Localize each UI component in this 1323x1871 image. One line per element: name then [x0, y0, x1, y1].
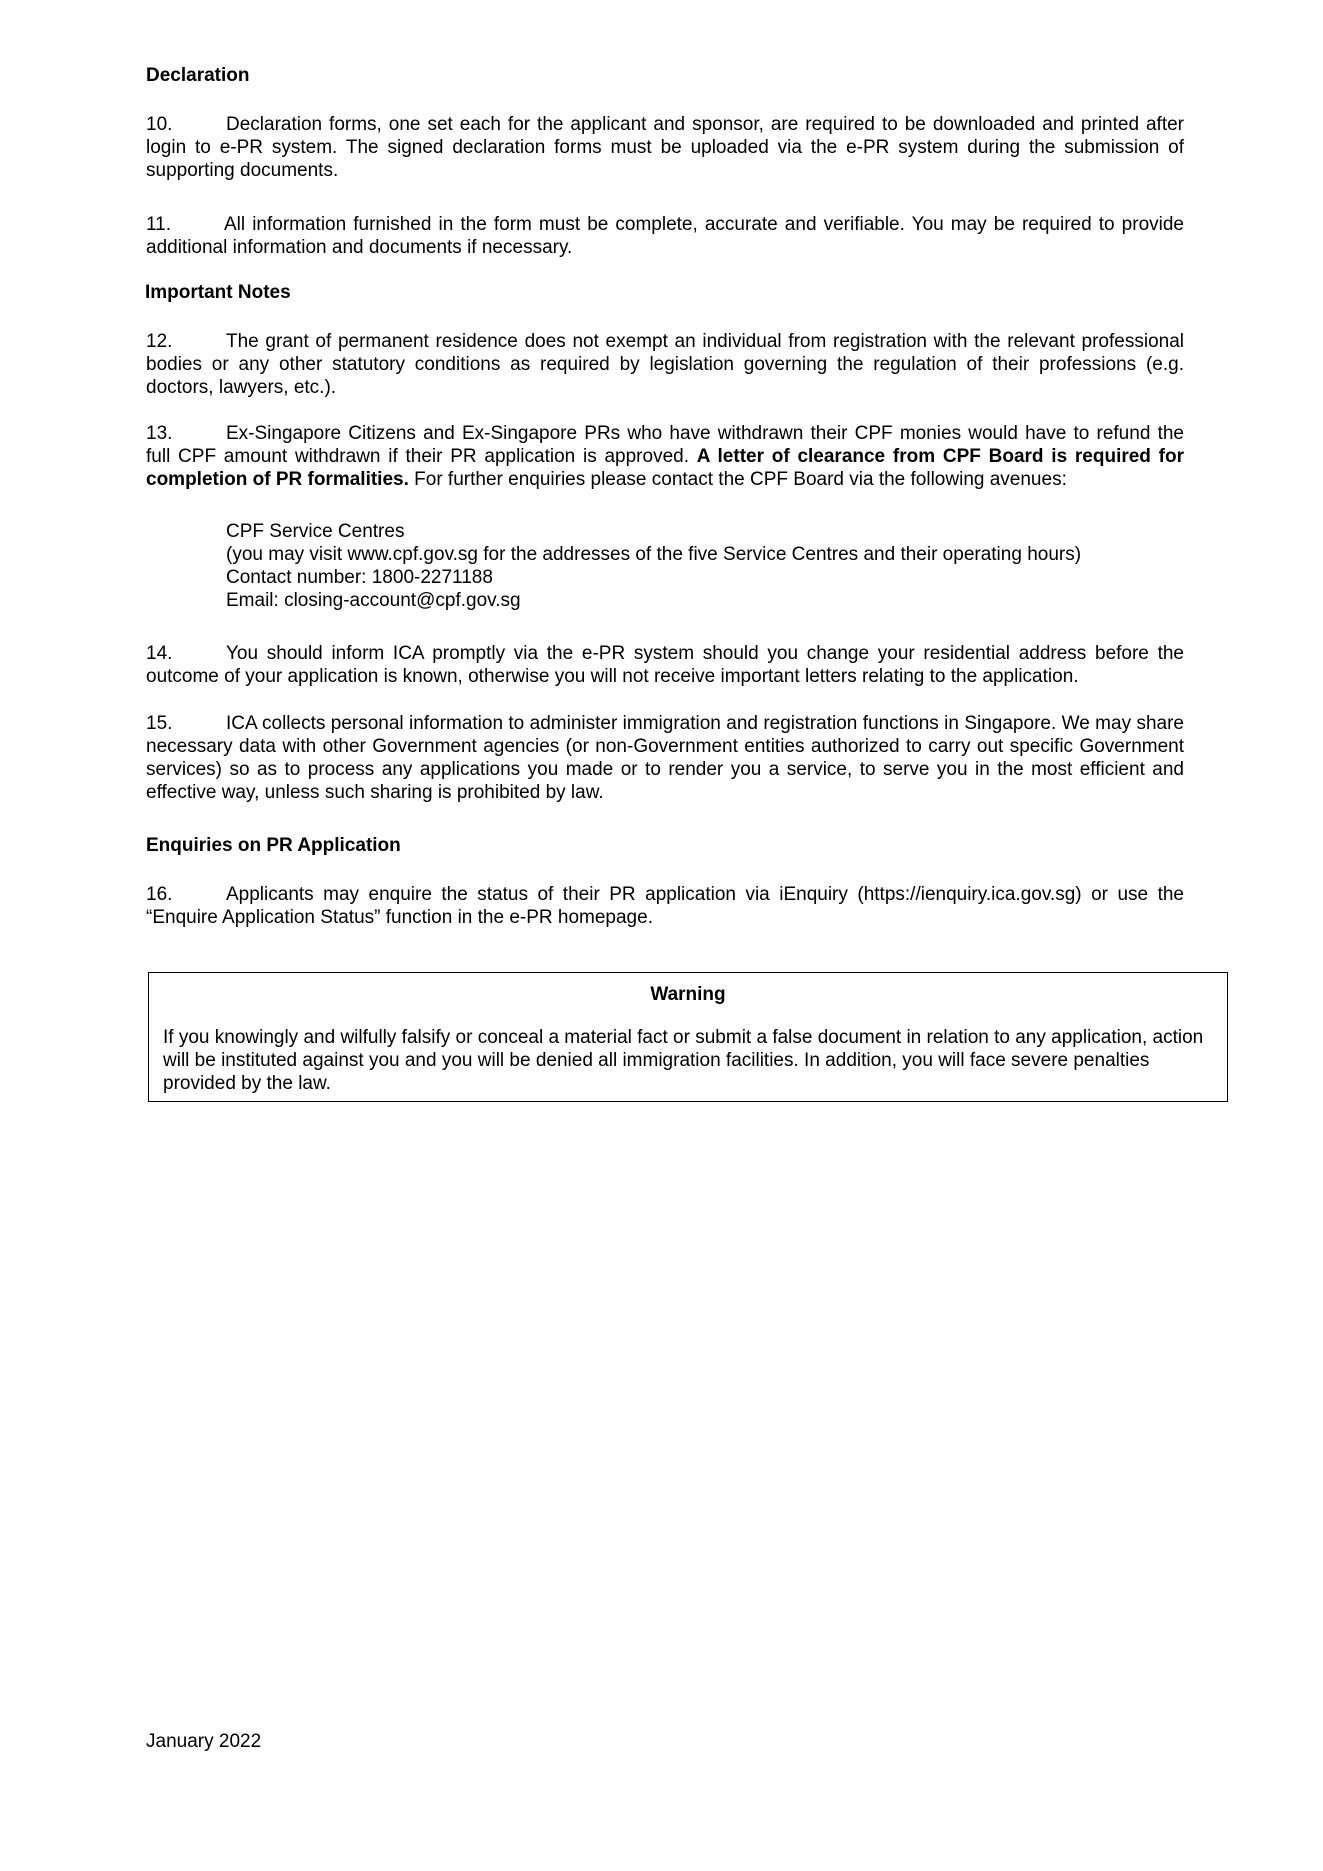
paragraph-text: Declaration forms, one set each for the applicant and sponsor, are required to be downloaded and printed after login to e-PR system. The signed declaration forms must be uploaded via the e-PR system during the submission of supporting documents.: [146, 114, 1184, 181]
heading-enquiries: Enquiries on PR Application: [146, 835, 401, 856]
paragraph-text: ICA collects personal information to administer immigration and registration functions in Singapore. We may share necessary data with other Government agencies (or non-Government entities authorized to carry out specific Government services) so as to process any applications you made or to render you a service, to serve you in the most efficient and effective way, unless such sharing is prohibited by law.: [146, 713, 1184, 803]
paragraph-number: 10.: [146, 114, 173, 135]
warning-text: If you knowingly and wilfully falsify or conceal a material fact or submit a false document in relation to any application, action will be instituted against you and you will be denied all immigration facilities. In addition, you will face severe penalties provided by the law.: [163, 1027, 1204, 1094]
cpf-website-note: (you may visit www.cpf.gov.sg for the addresses of the five Service Centres and their operating hours): [226, 544, 1082, 565]
paragraph-text: The grant of permanent residence does not exempt an individual from registration with the relevant professional bodies or any other statutory conditions as required by legislation governing the regulation of their professions (e.g. doctors, lawyers, etc.).: [146, 331, 1184, 398]
paragraph-10: [146, 113, 1184, 182]
paragraph-number: 13.: [146, 423, 173, 444]
paragraph-text: All information furnished in the form must be complete, accurate and verifiable. You may be required to provide additional information and documents if necessary.: [146, 214, 1184, 258]
heading-important-notes: Important Notes: [145, 282, 291, 303]
paragraph-16: [146, 883, 1184, 929]
paragraph-number: 16.: [146, 884, 173, 905]
paragraph-number: 11.: [146, 214, 172, 235]
paragraph-number: 12.: [146, 331, 173, 352]
footer-date: January 2022: [146, 1731, 262, 1752]
paragraph-13: [146, 422, 1184, 491]
cpf-email: Email: closing-account@cpf.gov.sg: [226, 590, 521, 611]
warning-title: Warning: [650, 984, 726, 1005]
cpf-service-centres: CPF Service Centres: [226, 521, 405, 542]
paragraph-text: For further enquiries please contact the CPF Board via the following avenues:: [408, 469, 1067, 490]
paragraph-text: Applicants may enquire the status of their PR application via iEnquiry (https://ienquiry.ica.gov.sg) or use the “Enquire Application Status” function in the e-PR homepage.: [146, 884, 1184, 928]
paragraph-number: 15.: [146, 713, 173, 734]
warning-box: [148, 972, 1228, 1102]
paragraph-text: You should inform ICA promptly via the e-PR system should you change your residential address before the outcome of your application is known, otherwise you will not receive important letters relating to the application.: [146, 643, 1184, 687]
paragraph-bold-text: A letter of clearance from CPF Board is required for completion of PR formalities.: [146, 446, 1185, 490]
paragraph-14: [146, 642, 1184, 688]
heading-declaration: Declaration: [146, 65, 250, 86]
paragraph-11: [146, 213, 1184, 259]
paragraph-12: [146, 330, 1184, 399]
cpf-contact-block: [226, 520, 1184, 612]
paragraph-number: 14.: [146, 643, 173, 664]
paragraph-text: Ex-Singapore Citizens and Ex-Singapore PRs who have withdrawn their CPF monies would have to refund the full CPF amount withdrawn if their PR application is approved.: [146, 423, 1184, 467]
cpf-contact-number: Contact number: 1800-2271188: [226, 567, 493, 588]
paragraph-15: [146, 712, 1184, 804]
